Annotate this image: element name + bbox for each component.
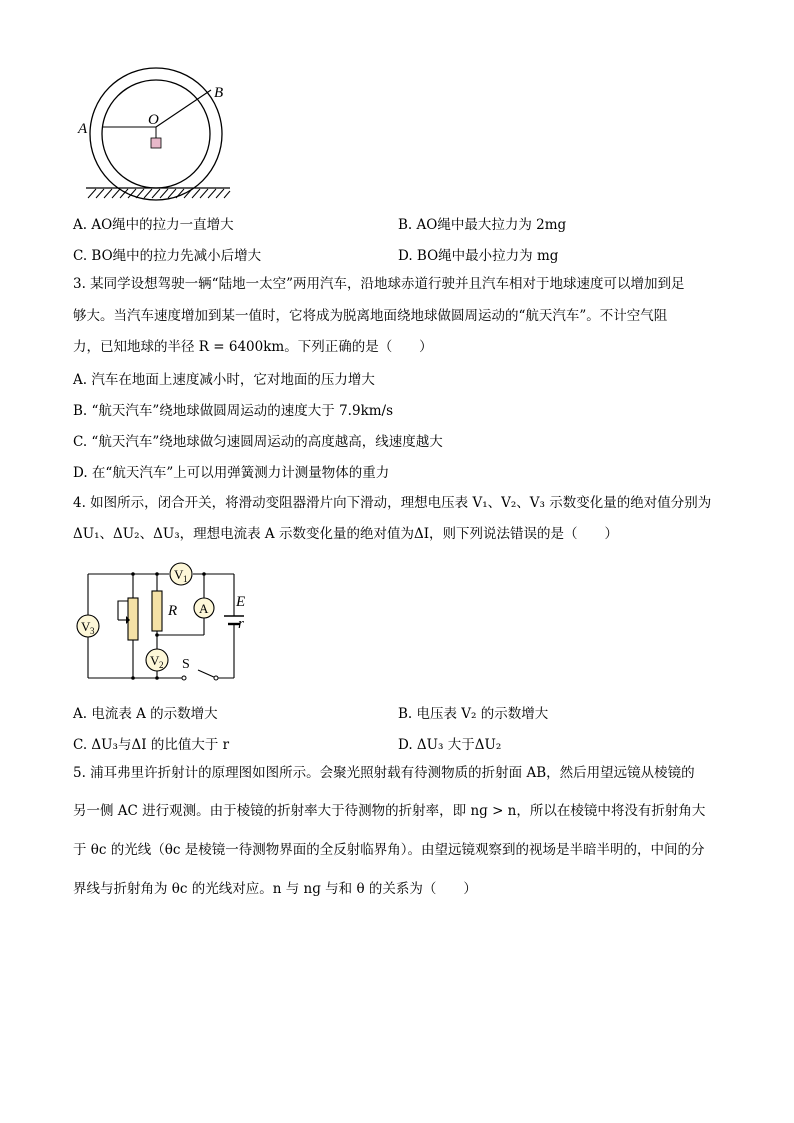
hanging-mass	[151, 138, 161, 148]
label-R: R	[168, 603, 178, 619]
q3-option-a: A. 汽车在地面上速度减小时，它对地面的压力增大	[73, 372, 375, 388]
label-O: O	[148, 112, 159, 128]
q3-option-b: B. “航天汽车”绕地球做圆周运动的速度大于 7.9km/s	[73, 403, 394, 419]
q5-stem-line-1: 5. 浦耳弗里许折射计的原理图如图所示。会聚光照射载有待测物质的折射面 AB，然后用望远镜从棱镜的	[73, 765, 695, 781]
q4-stem-line-2: ΔU₁、ΔU₂、ΔU₃，理想电流表 A 示数变化量的绝对值为ΔI，则下列说法错误的是（ ）	[73, 526, 619, 542]
q4-option-c: C. ΔU₃与ΔI 的比值大于 r	[73, 737, 230, 753]
rheostat	[128, 598, 138, 640]
svg-text:A: A	[199, 601, 209, 616]
q3-stem-line-1: 3. 某同学设想驾驶一辆“陆地一太空”两用汽车，沿地球赤道行驶并且汽车相对于地球速度可以增加到足	[73, 276, 685, 292]
q3-option-c: C. “航天汽车”绕地球做匀速圆周运动的高度越高，线速度越大	[73, 434, 443, 450]
q3-option-d: D. 在“航天汽车”上可以用弹簧测力计测量物体的重力	[73, 465, 390, 481]
q2-option-b: B. AO绳中最大拉力为 2mg	[398, 217, 567, 233]
label-E: E	[236, 594, 246, 610]
svg-text:3: 3	[90, 626, 95, 636]
switch-contact-right	[214, 676, 218, 680]
svg-text:V: V	[81, 619, 91, 634]
label-A: A	[78, 121, 88, 137]
q4-stem-line-1: 4. 如图所示，闭合开关，将滑动变阻器滑片向下滑动，理想电压表 V₁、V₂、V₃ 示数变化量的绝对值分别为	[73, 495, 712, 511]
svg-text:V: V	[150, 653, 160, 668]
ground-hatch	[88, 189, 230, 198]
switch-contact-left	[182, 676, 186, 680]
svg-text:V: V	[174, 567, 184, 582]
circle-rope-figure	[74, 60, 244, 202]
q5-stem-line-2: 另一侧 AC 进行观测。由于棱镜的折射率大于待测物的折射率，即 nɡ > n，所以在棱镜中将没有折射角大	[73, 803, 706, 819]
q5-stem-line-4: 界线与折射角为 θc 的光线对应。n 与 nɡ 与和 θ 的关系为（ ）	[73, 881, 477, 897]
q5-stem-line-3: 于 θc 的光线（θc 是棱镜一待测物界面的全反射临界角）。由望远镜观察到的视场是半暗半明的，中间的分	[73, 842, 705, 858]
q3-stem-line-3: 力，已知地球的半径 R = 6400km。下列正确的是（ ）	[73, 339, 433, 355]
label-S: S	[182, 657, 190, 672]
circuit-diagram	[70, 558, 260, 688]
q4-option-a: A. 电流表 A 的示数增大	[73, 706, 218, 722]
q3-stem-line-2: 够大。当汽车速度增加到某一值时，它将成为脱离地面绕地球做圆周运动的“航天汽车”。不计空气阻	[73, 308, 668, 324]
label-r: r	[238, 616, 244, 632]
label-B: B	[214, 85, 224, 101]
svg-text:2: 2	[159, 660, 164, 670]
resistor-R	[152, 591, 162, 631]
q4-option-b: B. 电压表 V₂ 的示数增大	[398, 706, 549, 722]
q2-option-d: D. BO绳中最小拉力为 mg	[398, 248, 559, 264]
svg-text:1: 1	[183, 574, 188, 584]
q2-option-c: C. BO绳中的拉力先减小后增大	[73, 248, 262, 264]
rope-BO	[156, 90, 211, 127]
q2-option-a: A. AO绳中的拉力一直增大	[73, 217, 234, 233]
q4-option-d: D. ΔU₃ 大于ΔU₂	[398, 737, 502, 753]
